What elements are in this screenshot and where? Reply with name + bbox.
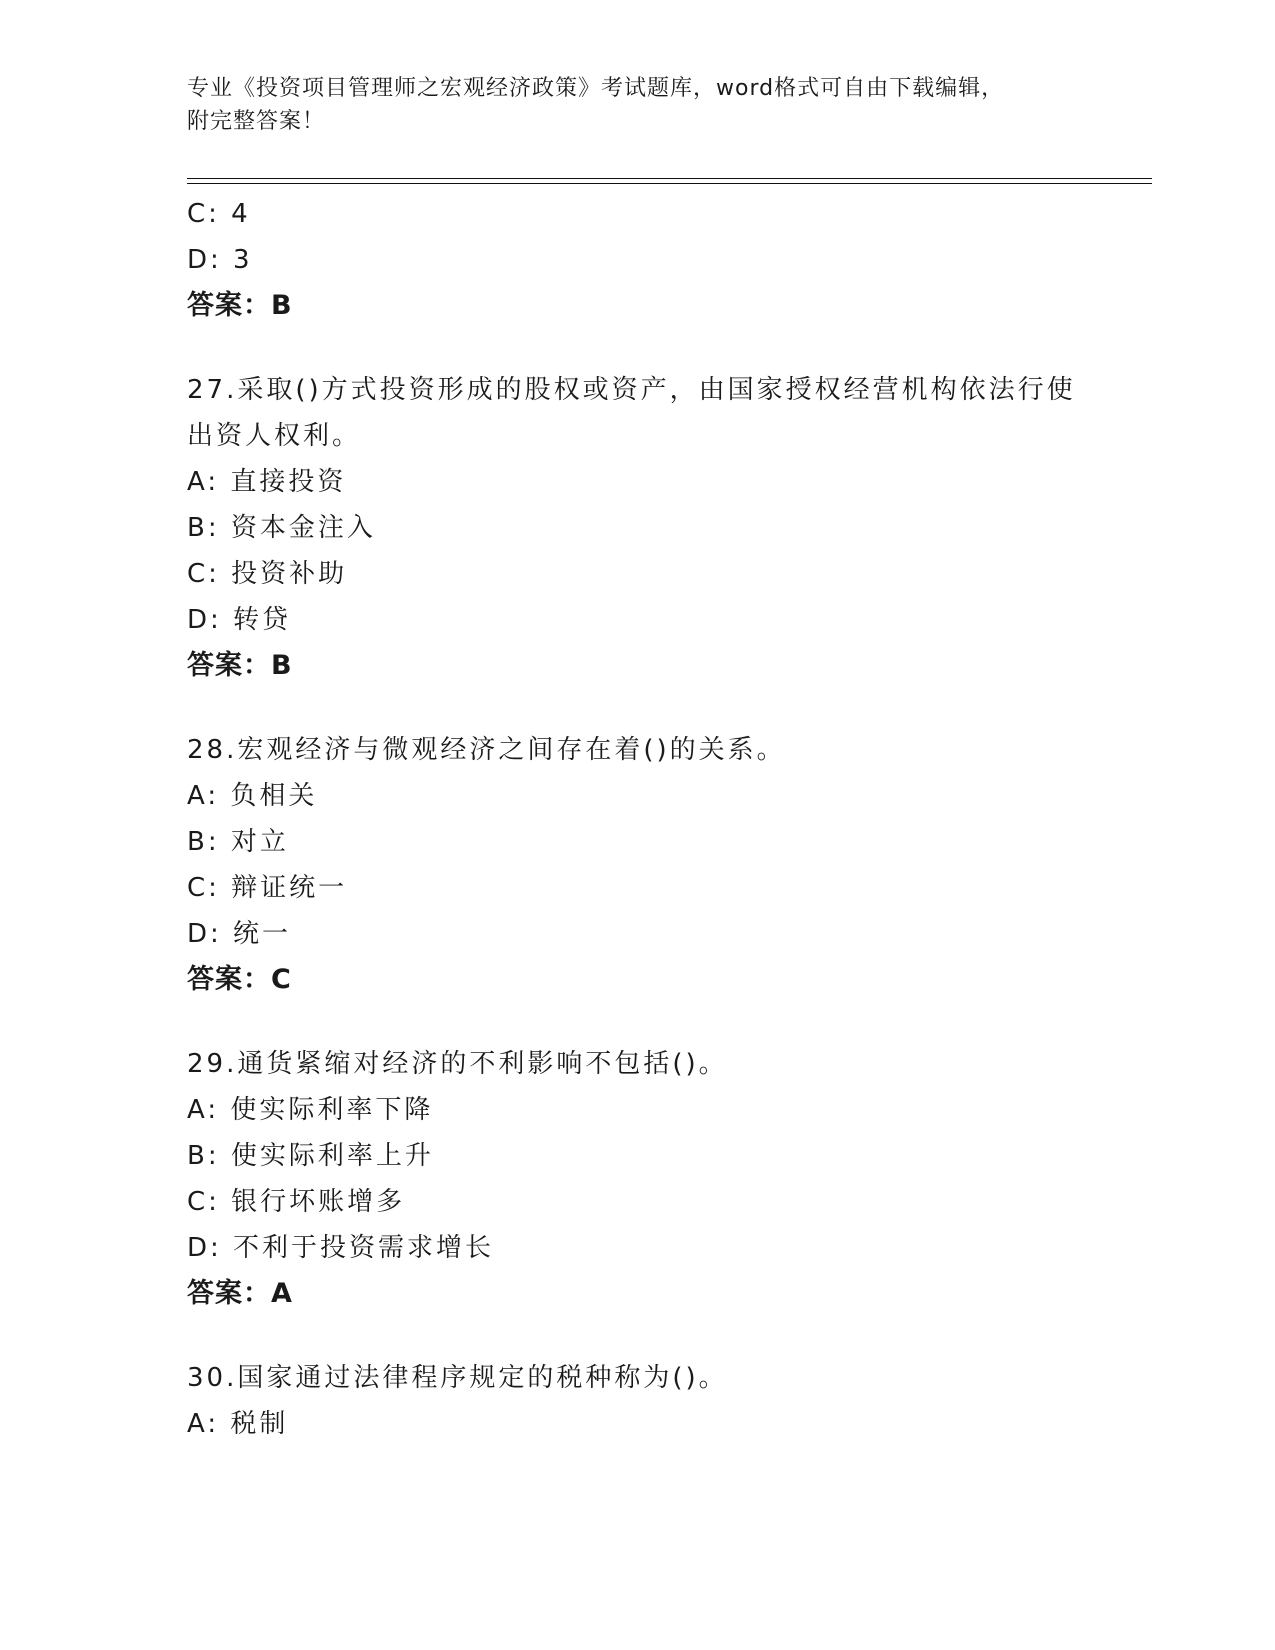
question-stem-line-2: 出资人权利。 [187,421,362,451]
question-29 [187,1041,1087,1317]
option-c: C: 投资补助 [187,559,348,589]
option-c: C: 辩证统一 [187,873,348,903]
question-stem: 28.宏观经济与微观经济之间存在着()的关系。 [187,735,786,765]
option-a: A: 税制 [187,1409,289,1439]
option-c: C: 银行坏账增多 [187,1187,406,1217]
option-d: D: 不利于投资需求增长 [187,1233,495,1263]
carry-over-question [187,191,1087,329]
document-header [187,72,1087,138]
header-line-2: 附完整答案！ [187,109,326,134]
header-line-1: 专业《投资项目管理师之宏观经济政策》考试题库，word格式可自由下载编辑， [187,76,1005,101]
answer-text: 答案：C [187,964,292,995]
option-b: B: 对立 [187,827,289,857]
question-stem-line-1: 27.采取()方式投资形成的股权或资产，由国家授权经营机构依法行使 [187,375,1076,405]
header-rule-top [187,178,1152,179]
question-stem: 29.通货紧缩对经济的不利影响不包括()。 [187,1049,728,1079]
question-stem [187,367,1087,459]
question-30 [187,1355,1087,1447]
option-c: C: 4 [187,199,251,229]
option-b: B: 使实际利率上升 [187,1141,434,1171]
option-d: D: 转贷 [187,605,292,635]
question-27 [187,367,1087,689]
option-a: A: 使实际利率下降 [187,1095,434,1125]
option-d: D: 统一 [187,919,292,949]
option-b: B: 资本金注入 [187,513,376,543]
answer-text: 答案：B [187,650,293,681]
question-list [187,191,1087,1447]
option-a: A: 直接投资 [187,467,347,497]
question-stem: 30.国家通过法律程序规定的税种称为()。 [187,1363,728,1393]
answer-text: 答案：A [187,1278,293,1309]
question-28 [187,727,1087,1003]
answer-text: 答案：B [187,290,293,321]
option-d: D: 3 [187,245,253,275]
header-rule-bottom [187,183,1152,184]
option-a: A: 负相关 [187,781,318,811]
